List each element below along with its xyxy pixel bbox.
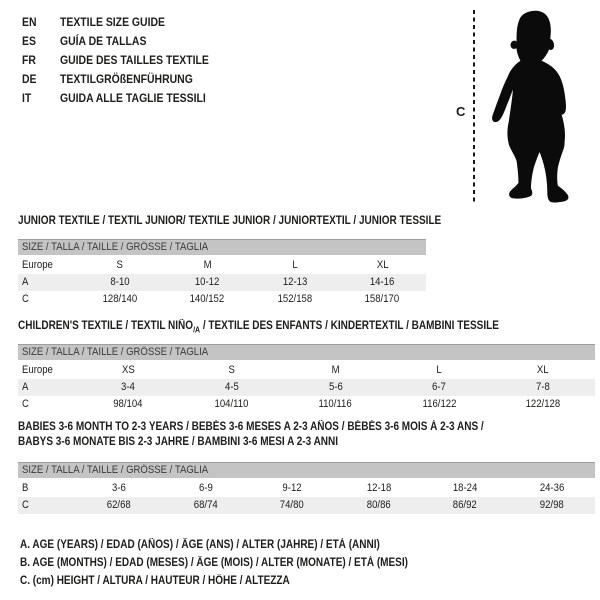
- row-label-cell: [18, 362, 76, 379]
- cell-text: 12-18: [366, 482, 391, 494]
- baby-silhouette-icon: [484, 6, 576, 206]
- cell-text: 80/86: [366, 499, 391, 511]
- language-title: GUIDA ALLE TAGLIE TESSILI: [60, 91, 206, 105]
- cell-text: 7-8: [536, 381, 550, 393]
- footnote-b: [20, 554, 466, 572]
- footnote-text: B. AGE (MONTHS) / EDAD (MESES) / ÂGE (MOIS) / ALTER (MONATE) / ETÀ (MESI): [20, 557, 408, 570]
- size-header-text: SIZE / TALLA / TAILLE / GRÖSSE / TAGLIA: [22, 241, 209, 253]
- junior-section-title-text: JUNIOR TEXTILE / TEXTIL JUNIOR/ TEXTILE JUNIOR / JUNIORTEXTIL / JUNIOR TESSILE: [18, 215, 442, 227]
- table-row: [18, 362, 595, 379]
- table-cell: [180, 379, 284, 396]
- title-part: CHILDREN'S TEXTILE / TEXTIL NIÑO: [18, 320, 194, 332]
- row-label-cell: [18, 480, 76, 497]
- cell-text: C: [22, 499, 29, 511]
- cell-text: 12-13: [282, 276, 307, 288]
- size-header-bar: [18, 462, 595, 478]
- table-cell: [164, 291, 252, 308]
- junior-section-title: [18, 215, 504, 228]
- cell-text: 6-9: [198, 482, 213, 494]
- childrens-size-table: [18, 344, 595, 413]
- childrens-section-title: [18, 320, 571, 336]
- table-cell: [491, 362, 595, 379]
- cell-text: M: [203, 259, 212, 271]
- language-title: TEXTILGRÖßENFÜHRUNG: [60, 72, 193, 86]
- table-cell: [339, 291, 427, 308]
- babies-title-line2: BABYS 3-6 MONATE BIS 2-3 JAHRE / BAMBINI 3-6 MESI A 2-3 ANNI: [18, 436, 339, 448]
- cell-text: 104/110: [214, 398, 249, 410]
- babies-size-table: [18, 462, 595, 514]
- table-cell: [387, 379, 491, 396]
- size-header-bar: [18, 344, 595, 360]
- language-code: IT: [22, 91, 32, 105]
- cell-text: 116/122: [422, 398, 457, 410]
- table-cell: [339, 274, 427, 291]
- table-cell: [249, 480, 336, 497]
- table-cell: [76, 291, 164, 308]
- cell-text: 158/170: [364, 293, 400, 305]
- size-header-text: SIZE / TALLA / TAILLE / GRÖSSE / TAGLIA: [22, 464, 209, 476]
- row-label-cell: [18, 396, 76, 413]
- table-cell: [76, 497, 163, 514]
- row-label-cell: [18, 379, 76, 396]
- table-cell: [164, 257, 252, 274]
- cell-text: 140/152: [189, 293, 225, 305]
- language-row-fr: [22, 51, 231, 70]
- cell-text: 14-16: [370, 276, 395, 288]
- table-cell: [76, 362, 180, 379]
- title-subscript: /A: [193, 325, 201, 335]
- table-cell: [76, 257, 164, 274]
- cell-text: 24-36: [539, 482, 564, 494]
- table-cell: [509, 497, 596, 514]
- cell-text: 10-12: [195, 276, 220, 288]
- table-row: [18, 480, 595, 497]
- childrens-section-title-text: [18, 320, 499, 336]
- table-cell: [284, 396, 388, 413]
- table-cell: [251, 291, 339, 308]
- cell-text: 110/116: [318, 398, 353, 410]
- cell-text: 128/140: [102, 293, 138, 305]
- junior-size-table: [18, 239, 426, 308]
- language-row-en: [22, 13, 231, 32]
- cell-text: B: [22, 482, 29, 494]
- cell-text: 92/98: [539, 499, 564, 511]
- cell-text: C: [22, 293, 29, 305]
- height-measure-dashed-line: [473, 10, 475, 202]
- cell-text: 98/104: [113, 398, 143, 410]
- row-label-cell: [18, 291, 76, 308]
- table-cell: [284, 379, 388, 396]
- row-label-cell: [18, 274, 76, 291]
- cell-text: A: [22, 276, 29, 288]
- title-part: / TEXTILE DES ENFANTS / KINDERTEXTIL / BAMBINI TESSILE: [200, 320, 499, 332]
- cell-text: Europe: [22, 364, 53, 376]
- language-row-es: [22, 32, 231, 51]
- cell-text: 9-12: [282, 482, 302, 494]
- language-code: DE: [22, 72, 37, 86]
- height-c-label: C: [456, 104, 466, 119]
- table-cell: [491, 396, 595, 413]
- cell-text: 3-6: [112, 482, 127, 494]
- table-cell: [387, 362, 491, 379]
- cell-text: S: [228, 364, 235, 376]
- table-cell: [180, 362, 284, 379]
- cell-text: A: [22, 381, 29, 393]
- cell-text: 18-24: [453, 482, 478, 494]
- table-cell: [336, 497, 423, 514]
- table-cell: [163, 497, 250, 514]
- cell-text: 8-10: [110, 276, 130, 288]
- babies-section-title: [18, 421, 553, 451]
- table-cell: [76, 480, 163, 497]
- language-code: FR: [22, 53, 36, 67]
- table-row: [18, 497, 595, 514]
- table-cell: [509, 480, 596, 497]
- cell-text: XL: [376, 259, 389, 271]
- language-list: [22, 13, 231, 108]
- language-code: EN: [22, 15, 37, 29]
- footnote-a: [20, 536, 466, 554]
- table-cell: [251, 257, 339, 274]
- language-row-it: [22, 89, 231, 108]
- cell-text: 4-5: [224, 381, 239, 393]
- table-cell: [284, 362, 388, 379]
- cell-text: 74/80: [280, 499, 305, 511]
- table-row: [18, 396, 595, 413]
- table-cell: [422, 497, 509, 514]
- table-cell: [164, 274, 252, 291]
- language-row-de: [22, 70, 231, 89]
- cell-text: M: [331, 364, 340, 376]
- cell-text: L: [436, 364, 442, 376]
- table-row: [18, 291, 426, 308]
- language-title: GUIDE DES TAILLES TEXTILE: [60, 53, 209, 67]
- cell-text: 6-7: [432, 381, 447, 393]
- size-header-bar: [18, 239, 426, 255]
- cell-text: XL: [537, 364, 549, 376]
- cell-text: C: [22, 398, 29, 410]
- table-cell: [251, 274, 339, 291]
- cell-text: 86/92: [453, 499, 478, 511]
- cell-text: S: [116, 259, 123, 271]
- table-cell: [387, 396, 491, 413]
- table-cell: [336, 480, 423, 497]
- table-row: [18, 257, 426, 274]
- footnote-text: A. AGE (YEARS) / EDAD (AÑOS) / ÂGE (ANS) / ALTER (JAHRE) / ETÀ (ANNI): [20, 539, 380, 551]
- footnote-c: [20, 572, 466, 590]
- cell-text: 5-6: [328, 381, 343, 393]
- table-cell: [163, 480, 250, 497]
- cell-text: 68/74: [193, 499, 218, 511]
- table-cell: [76, 274, 164, 291]
- language-code: ES: [22, 34, 36, 48]
- table-cell: [422, 480, 509, 497]
- table-row: [18, 274, 426, 291]
- cell-text: 122/128: [525, 398, 561, 410]
- language-title: TEXTILE SIZE GUIDE: [60, 15, 165, 29]
- table-cell: [180, 396, 284, 413]
- cell-text: 62/68: [107, 499, 132, 511]
- cell-text: L: [292, 259, 298, 271]
- table-cell: [249, 497, 336, 514]
- language-title: GUÍA DE TALLAS: [60, 34, 147, 48]
- cell-text: Europe: [22, 259, 53, 271]
- cell-text: XS: [121, 364, 135, 376]
- legend-footnotes: [20, 536, 466, 591]
- cell-text: 152/158: [277, 293, 313, 305]
- table-cell: [76, 396, 180, 413]
- row-label-cell: [18, 497, 76, 514]
- table-cell: [491, 379, 595, 396]
- footnote-text: C. (cm) HEIGHT / ALTURA / HAUTEUR / HÖHE / ALTEZZA: [20, 575, 290, 588]
- table-cell: [339, 257, 427, 274]
- table-row: [18, 379, 595, 396]
- row-label-cell: [18, 257, 76, 274]
- size-header-text: SIZE / TALLA / TAILLE / GRÖSSE / TAGLIA: [22, 346, 209, 358]
- cell-text: 3-4: [120, 381, 135, 393]
- table-cell: [76, 379, 180, 396]
- babies-title-line1: BABIES 3-6 MONTH TO 2-3 YEARS / BEBÉS 3-6 MESES A 2-3 AÑOS / BÉBÉS 3-6 MOIS À 2-3 ANS /: [18, 421, 484, 433]
